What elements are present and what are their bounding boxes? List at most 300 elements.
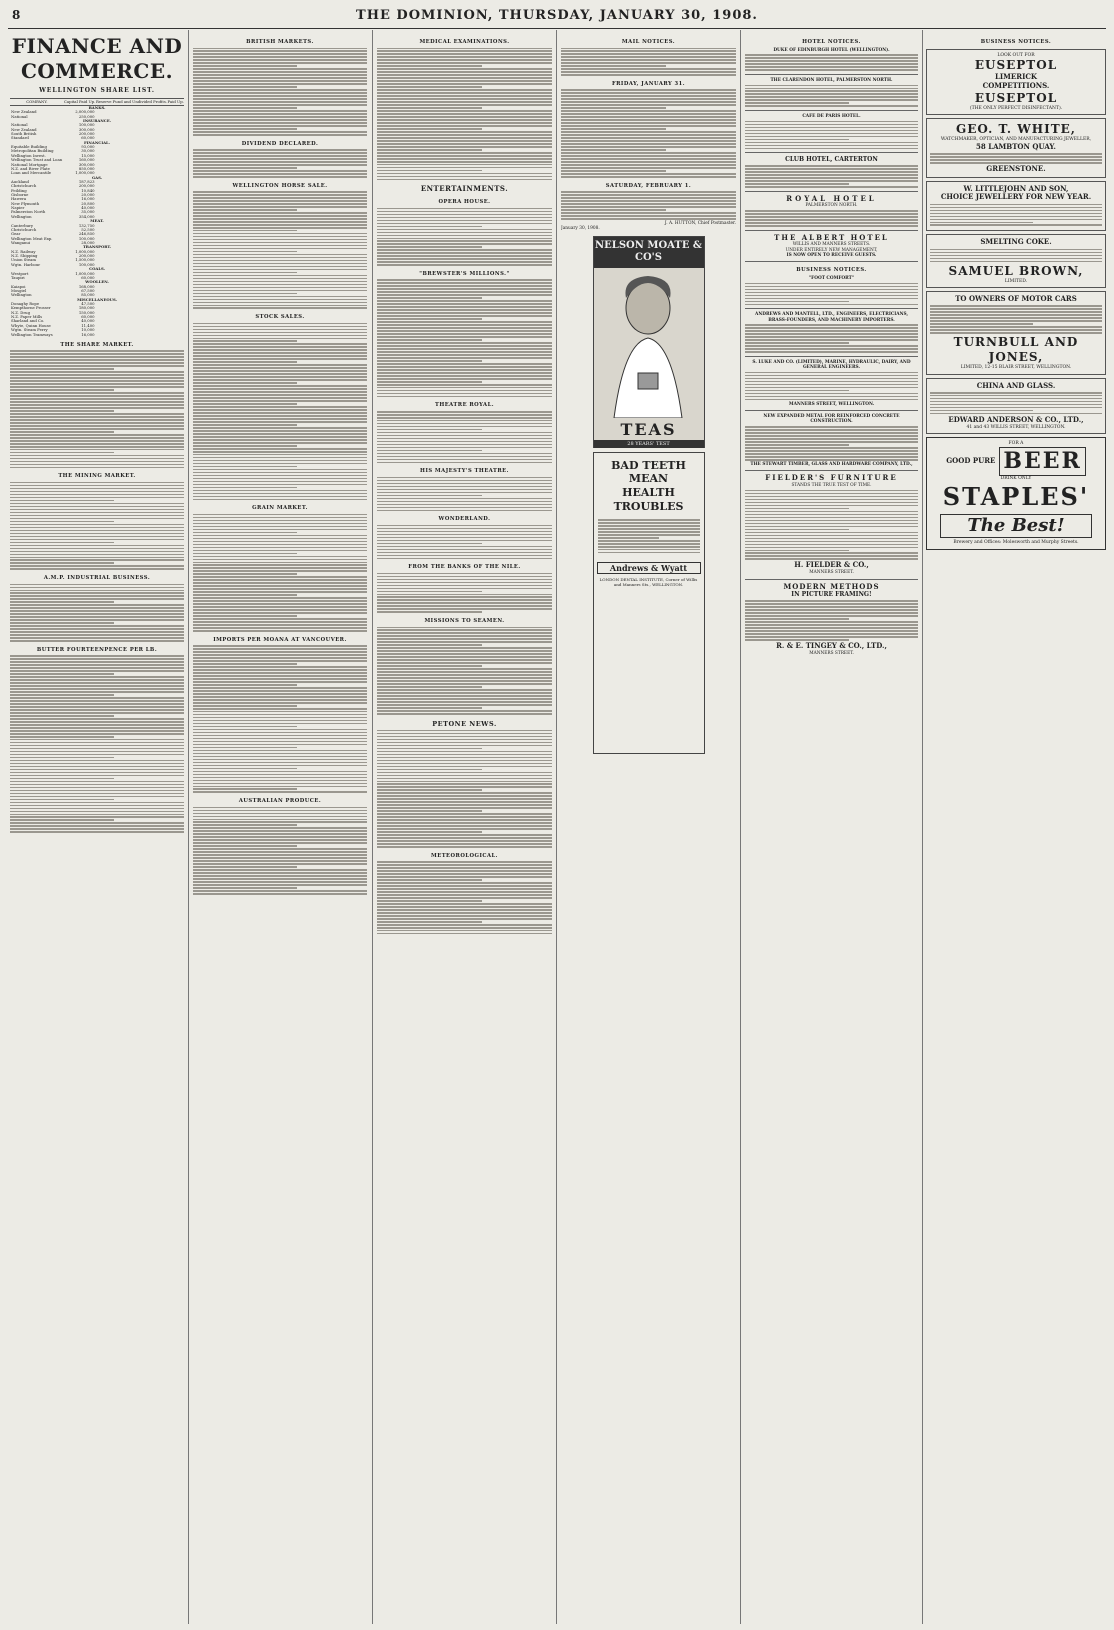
- text-line: [598, 525, 700, 527]
- littlejohn-name: W. LITTLEJOHN AND SON,: [963, 183, 1069, 193]
- text-line: [193, 783, 367, 785]
- text-line: [10, 464, 184, 466]
- text-line: [745, 339, 918, 341]
- text-line: [377, 760, 552, 762]
- dental-headline-line: MEAN: [628, 472, 669, 486]
- text-line: [193, 807, 367, 809]
- text-line: [10, 548, 184, 550]
- company-name: National Mortgage: [11, 161, 48, 167]
- text-line: [193, 624, 367, 626]
- column-entertainments: [377, 34, 552, 1624]
- text-line: [745, 324, 918, 326]
- capital-value: 60,000: [81, 314, 95, 320]
- text-line: [10, 494, 184, 496]
- text-line: [193, 526, 367, 528]
- text-line: [745, 624, 918, 626]
- text-line: [745, 550, 849, 552]
- text-line: [10, 828, 184, 830]
- text-line: [193, 747, 297, 749]
- text-line: [10, 799, 114, 801]
- text-line: [745, 603, 918, 605]
- text-line: [193, 780, 367, 782]
- text-line: [193, 726, 297, 728]
- capital-value: 20,800: [81, 200, 95, 206]
- text-line: [10, 404, 184, 406]
- text-line: [193, 648, 367, 650]
- text-line: [377, 480, 552, 482]
- text-line: [193, 839, 367, 841]
- turnbull-address: LIMITED, 12-15 BLAIR STREET, WELLINGTON.: [960, 365, 1072, 371]
- turnbull-jones: TURNBULL AND JONES,: [953, 335, 1079, 365]
- text-line: [193, 564, 367, 566]
- text-line: [193, 215, 367, 217]
- text-line: [10, 682, 184, 684]
- text-line: [10, 512, 184, 514]
- text-line: [193, 490, 367, 492]
- text-line: [10, 386, 184, 388]
- table-category: BANKS.: [88, 104, 106, 110]
- dividend-heading: DIVIDEND DECLARED.: [241, 140, 319, 147]
- text-line: [377, 644, 482, 646]
- text-line: [377, 680, 552, 682]
- text-line: [377, 816, 552, 818]
- text-line: [10, 530, 184, 532]
- text-line: [745, 441, 918, 443]
- text-line: [377, 879, 482, 881]
- text-line: [377, 798, 552, 800]
- lookout-text: LOOK OUT FOR: [997, 52, 1035, 58]
- company-name: Wellington Meat Exp.: [11, 235, 53, 241]
- text-line: [377, 447, 552, 449]
- text-line: [377, 843, 552, 845]
- text-line: [377, 754, 552, 756]
- text-line: [193, 535, 367, 537]
- column-rule: [556, 30, 557, 1624]
- text-line: [193, 245, 367, 247]
- text-line: [930, 410, 1033, 412]
- text-line: [193, 349, 367, 351]
- text-line: [561, 137, 736, 139]
- capital-value: 100,000: [78, 122, 95, 128]
- best-slogan: The Best!: [940, 514, 1092, 539]
- text-line: [193, 149, 367, 151]
- text-line: [377, 888, 552, 890]
- table-row: [10, 210, 184, 214]
- text-line: [377, 534, 552, 536]
- text-line: [193, 517, 367, 519]
- text-line: [377, 778, 552, 780]
- text-line: [193, 672, 367, 674]
- text-line: [930, 323, 1033, 325]
- capital-value: 40,000: [81, 205, 95, 211]
- capital-value: 16,000: [81, 331, 95, 337]
- text-line: [10, 557, 184, 559]
- text-line: [930, 255, 1102, 257]
- text-line: [561, 101, 736, 103]
- text-line: [10, 503, 184, 505]
- text-line: [377, 354, 552, 356]
- text-line: [193, 696, 367, 698]
- table-row: [10, 202, 184, 206]
- text-line: [10, 590, 184, 592]
- jewellery-text: CHOICE JEWELLERY FOR NEW YEAR.: [940, 192, 1092, 202]
- text-line: [10, 784, 184, 786]
- text-line: [377, 710, 552, 712]
- column-rule: [740, 30, 741, 1624]
- text-line: [193, 588, 367, 590]
- text-line: [193, 827, 367, 829]
- text-line: [561, 128, 666, 130]
- company-name: Metropolitan Building: [11, 148, 54, 154]
- text-line: [10, 449, 184, 451]
- text-line: [193, 573, 297, 575]
- beer-for: FOR A: [1008, 441, 1024, 447]
- text-line: [10, 401, 184, 403]
- text-line: [377, 552, 552, 554]
- text-line: [745, 378, 918, 380]
- text-line: [745, 508, 849, 510]
- text-line: [193, 487, 297, 489]
- text-line: [193, 702, 367, 704]
- text-line: [193, 296, 367, 298]
- drink-only: DRINK ONLY: [1000, 476, 1032, 482]
- text-line: [377, 510, 552, 512]
- capital-value: 2,000,000: [75, 109, 95, 115]
- text-line: [193, 699, 367, 701]
- text-line: [193, 553, 297, 555]
- horse-sale-heading: WELLINGTON HORSE SALE.: [232, 182, 328, 189]
- text-line: [377, 252, 552, 254]
- text-line: [930, 305, 1102, 307]
- mining-market-heading: THE MINING MARKET.: [58, 473, 136, 480]
- text-line: [10, 392, 184, 394]
- capital-value: 10,840: [81, 187, 95, 193]
- text-line: [193, 203, 367, 205]
- text-line: [561, 167, 736, 169]
- text-line: [193, 415, 367, 417]
- table-row: [10, 237, 184, 241]
- capital-value: 10,000: [81, 327, 95, 333]
- text-line: [193, 403, 297, 405]
- text-line: [10, 775, 184, 777]
- text-line: [10, 515, 184, 517]
- text-line: [377, 792, 552, 794]
- andrews-mantell: ANDREWS AND MANTELL, LTD., ENGINEERS, ELECTRICIANS, BRASS-FOUNDERS, AND MACHINERY IMPORTERS.: [755, 312, 908, 323]
- text-line: [377, 98, 552, 100]
- column-finance: [10, 34, 184, 1624]
- text-line: [745, 336, 918, 338]
- text-line: [193, 493, 367, 495]
- text-line: [193, 397, 367, 399]
- company-name: Donaghy Rope: [11, 301, 40, 307]
- text-line: [377, 158, 552, 160]
- text-line: [745, 174, 918, 176]
- text-line: [377, 167, 552, 169]
- text-line: [10, 371, 184, 373]
- text-line: [561, 194, 736, 196]
- text-line: [377, 783, 552, 785]
- text-line: [377, 396, 552, 398]
- text-line: [377, 662, 552, 664]
- text-line: [10, 562, 114, 564]
- text-line: [10, 425, 184, 427]
- text-line: [377, 707, 482, 709]
- text-line: [193, 738, 367, 740]
- text-line: [598, 537, 659, 539]
- text-line: [745, 304, 918, 306]
- text-line: [10, 362, 184, 364]
- text-line: [10, 521, 114, 523]
- text-line: [10, 661, 184, 663]
- text-line: [377, 733, 552, 735]
- capital-value: 160,000: [78, 157, 95, 163]
- text-line: [745, 627, 918, 629]
- text-line: [193, 460, 367, 462]
- company-name: South British: [11, 131, 37, 137]
- text-line: [193, 382, 297, 384]
- text-line: [745, 520, 918, 522]
- article-text: [193, 807, 367, 895]
- text-line: [745, 66, 918, 68]
- text-line: [377, 605, 552, 607]
- company-name: Wellington: [11, 292, 32, 298]
- text-line: [10, 694, 114, 696]
- text-line: [193, 161, 367, 163]
- text-line: [930, 156, 1102, 158]
- table-row: [10, 132, 184, 136]
- text-line: [10, 467, 184, 469]
- text-line: [930, 404, 1102, 406]
- text-line: [193, 406, 367, 408]
- text-line: [377, 828, 552, 830]
- text-line: [745, 348, 918, 350]
- text-line: [377, 918, 552, 920]
- text-line: [561, 92, 736, 94]
- text-line: [377, 689, 552, 691]
- text-line: [561, 71, 736, 73]
- text-line: [930, 219, 1102, 221]
- text-line: [193, 209, 297, 211]
- article-text: [377, 861, 552, 934]
- text-line: [193, 756, 367, 758]
- company-name: Napier: [11, 205, 25, 211]
- text-line: [10, 700, 184, 702]
- text-line: [377, 80, 552, 82]
- text-line: [10, 380, 184, 382]
- table-category: MISCELLANEOUS.: [77, 296, 117, 302]
- text-line: [377, 915, 552, 917]
- edward-anderson: EDWARD ANDERSON & CO., LTD.,: [948, 414, 1084, 424]
- text-line: [377, 903, 552, 905]
- text-line: [193, 786, 367, 788]
- foot-comfort: "FOOT COMFORT": [808, 275, 855, 281]
- text-line: [377, 748, 482, 750]
- text-line: [193, 152, 367, 154]
- text-line: [10, 458, 184, 460]
- capital-value: 300,000: [78, 126, 95, 132]
- text-line: [377, 134, 552, 136]
- text-line: [745, 133, 918, 135]
- article-text: [377, 627, 552, 715]
- text-line: [930, 204, 1102, 206]
- text-line: [377, 789, 482, 791]
- text-line: [377, 432, 552, 434]
- text-line: [193, 830, 367, 832]
- text-line: [193, 59, 367, 61]
- white-address: 58 LAMBTON QUAY.: [976, 141, 1056, 151]
- capital-value: 30,000: [81, 148, 95, 154]
- company-name: Christchurch: [11, 226, 37, 232]
- text-line: [10, 509, 184, 511]
- text-line: [561, 68, 736, 70]
- text-line: [193, 833, 367, 835]
- text-line: [10, 407, 184, 409]
- text-line: [193, 287, 367, 289]
- text-line: [193, 466, 297, 468]
- text-line: [377, 501, 552, 503]
- text-line: [377, 912, 552, 914]
- text-line: [377, 348, 552, 350]
- text-line: [561, 146, 736, 148]
- text-line: [193, 107, 297, 109]
- text-line: [745, 399, 918, 401]
- company-name: Wellington: [11, 213, 32, 219]
- text-line: [10, 697, 184, 699]
- text-line: [745, 105, 918, 107]
- table-category: WOOLLEN.: [85, 279, 109, 285]
- text-line: [745, 538, 918, 540]
- text-line: [193, 427, 367, 429]
- text-line: [377, 713, 552, 715]
- text-line: [377, 837, 552, 839]
- text-line: [745, 145, 918, 147]
- text-line: [193, 418, 367, 420]
- text-line: [193, 579, 367, 581]
- albert-management: UNDER ENTIRELY NEW MANAGEMENT,: [785, 247, 878, 253]
- text-line: [377, 602, 552, 604]
- text-line: [193, 233, 367, 235]
- table-row: [10, 228, 184, 232]
- text-line: [193, 131, 367, 133]
- text-line: [193, 125, 367, 127]
- fielder-street: MANNERS STREET.: [809, 570, 854, 576]
- text-line: [193, 212, 367, 214]
- capital-value: 47,500: [81, 301, 95, 307]
- text-line: [745, 429, 918, 431]
- royal-hotel-location: PALMERSTON NORTH.: [805, 203, 858, 209]
- text-line: [10, 787, 184, 789]
- text-line: [193, 708, 367, 710]
- text-line: [193, 842, 367, 844]
- text-line: [10, 667, 184, 669]
- text-line: [193, 762, 367, 764]
- text-line: [193, 875, 367, 877]
- article-text: [10, 350, 184, 468]
- nile-heading: FROM THE BANKS OF THE NILE.: [408, 564, 521, 571]
- text-line: [377, 900, 482, 902]
- text-line: [745, 630, 918, 632]
- staples-brand: STAPLES': [942, 481, 1090, 511]
- text-line: [193, 173, 367, 175]
- text-line: [193, 768, 297, 770]
- text-line: [10, 410, 114, 412]
- text-line: [193, 266, 367, 268]
- text-line: [193, 376, 367, 378]
- text-line: [193, 869, 367, 871]
- company-name: Standard: [11, 135, 29, 141]
- table-header: COMPANY.: [10, 98, 64, 105]
- entertainments-heading: ENTERTAINMENTS.: [420, 184, 509, 194]
- text-line: [10, 461, 184, 463]
- text-line: [377, 781, 552, 783]
- table-row: [10, 306, 184, 310]
- text-line: [745, 225, 918, 227]
- capital-value: 200,000: [78, 253, 95, 259]
- text-line: [561, 50, 736, 52]
- text-line: [745, 342, 849, 344]
- text-line: [193, 813, 367, 815]
- text-line: [10, 518, 184, 520]
- text-line: [10, 679, 184, 681]
- article-text: [930, 204, 1102, 226]
- medical-heading: MEDICAL EXAMINATIONS.: [419, 39, 510, 45]
- manners-street: MANNERS STREET, WELLINGTON.: [788, 401, 875, 407]
- text-line: [561, 53, 736, 55]
- euseptol-ad: [926, 49, 1106, 116]
- text-line: [745, 387, 918, 389]
- text-line: [745, 180, 918, 182]
- text-line: [745, 148, 918, 150]
- text-line: [930, 392, 1102, 394]
- text-line: [10, 655, 184, 657]
- text-line: [193, 678, 367, 680]
- text-line: [193, 433, 367, 435]
- text-line: [10, 619, 184, 621]
- text-line: [10, 356, 184, 358]
- company-name: N.Z. Drug: [11, 309, 31, 315]
- text-line: [10, 778, 114, 780]
- text-line: [193, 520, 367, 522]
- text-line: [377, 240, 552, 242]
- text-line: [10, 814, 184, 816]
- text-line: [377, 683, 552, 685]
- text-line: [377, 53, 552, 55]
- text-line: [10, 554, 184, 556]
- text-line: [10, 772, 184, 774]
- text-line: [377, 543, 482, 545]
- text-line: [377, 384, 552, 386]
- text-line: [193, 860, 367, 862]
- table-category: MEAT.: [90, 218, 104, 224]
- text-line: [193, 729, 367, 731]
- text-line: [10, 730, 184, 732]
- text-line: [10, 598, 184, 600]
- text-line: [10, 536, 184, 538]
- text-line: [193, 663, 297, 665]
- capital-value: 132,750: [78, 222, 95, 228]
- text-line: [745, 453, 918, 455]
- text-line: [377, 882, 552, 884]
- text-line: [10, 613, 184, 615]
- text-line: [193, 227, 367, 229]
- albert-hotel: THE ALBERT HOTEL: [774, 232, 889, 242]
- text-line: [930, 311, 1102, 313]
- text-line: [10, 742, 184, 744]
- company-name: Wellington Tramways: [11, 331, 53, 337]
- text-line: [10, 437, 184, 439]
- text-line: [10, 688, 184, 690]
- text-line: [377, 906, 552, 908]
